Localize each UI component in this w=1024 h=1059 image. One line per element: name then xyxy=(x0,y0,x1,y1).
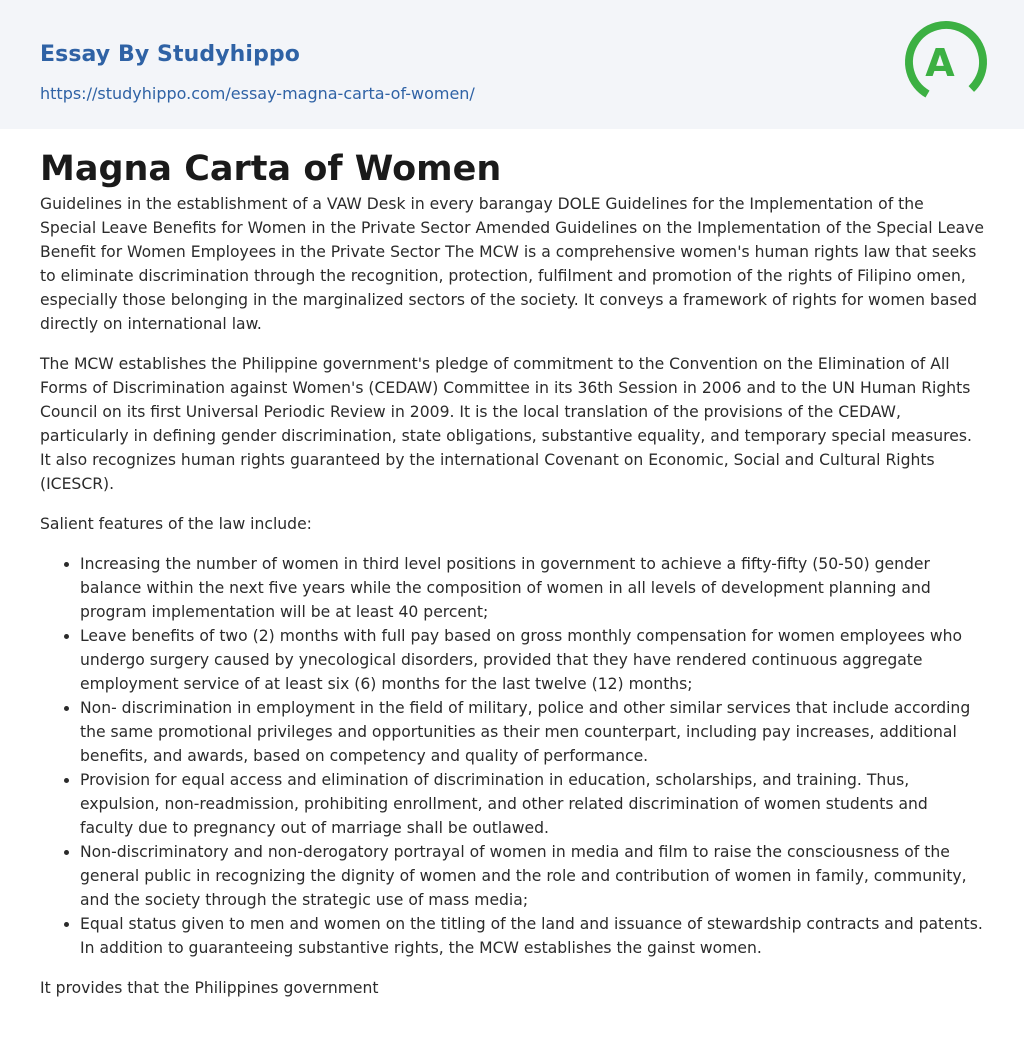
features-list xyxy=(40,552,984,960)
list-item: • Leave benefits of two (2) months with full pay based on gross monthly compensation for women employees who undergo surgery caused by ynecological disorders, provided that they have rendered continuous aggregate employment service of at least six (6) months for the last twelve (12) months; xyxy=(80,624,984,696)
paragraph-features-lead: Salient features of the law include: xyxy=(40,515,312,533)
list-item: • Increasing the number of women in third level positions in government to achieve a fifty-fifty (50-50) gender balance within the next five years while the composition of women in all levels of development planning and program implementation will be at least 40 percent; xyxy=(80,552,984,624)
logo-letter: A xyxy=(925,41,955,85)
article-body xyxy=(0,129,1024,1000)
list-item: • Equal status given to men and women on the titling of the land and issuance of stewardship contracts and patents. In addition to guaranteeing substantive rights, the MCW establishes the gainst women. xyxy=(80,912,984,960)
list-item: • Non-discriminatory and non-derogatory portrayal of women in media and film to raise the consciousness of the general public in recognizing the dignity of women and the role and contribution of women in family, community, and the society through the strategic use of mass media; xyxy=(80,840,984,912)
article-title: Magna Carta of Women xyxy=(40,149,502,189)
site-brand-title[interactable]: Essay By Studyhippo xyxy=(40,42,300,67)
paragraph-closing: It provides that the Philippines government xyxy=(40,979,379,997)
list-item: • Non- discrimination in employment in the field of military, police and other similar services that include according the same promotional privileges and opportunities as their men counterpart, including pay increases, additional benefits, and awards, based on competency and quality of performance. xyxy=(80,696,984,768)
list-item: • Provision for equal access and elimination of discrimination in education, scholarships, and training. Thus, expulsion, non-readmission, prohibiting enrollment, and other related discrimination of women students and faculty due to pregnancy out of marriage shall be outlawed. xyxy=(80,768,984,840)
paragraph-intro: Guidelines in the establishment of a VAW Desk in every barangay DOLE Guidelines for the Implementation of the Special Leave Benefits for Women in the Private Sector Amended Guidelines on the Implementation of the Special Leave Benefit for Women Employees in the Private Sector The MCW is a comprehensive women's human rights law that seeks to eliminate discrimination through the recognition, protection, fulfilment and promotion of the rights of Filipino omen, especially those belonging in the marginalized sectors of the society. It conveys a framework of rights for women based directly on international law. xyxy=(40,195,984,333)
studyhippo-logo-icon[interactable] xyxy=(904,18,988,106)
article-url-link[interactable]: https://studyhippo.com/essay-magna-carta-of-women/ xyxy=(40,84,475,103)
site-header xyxy=(0,0,1024,129)
paragraph-commitment: The MCW establishes the Philippine government's pledge of commitment to the Convention on the Elimination of All Forms of Discrimination against Women's (CEDAW) Committee in its 36th Session in 2006 and to the UN Human Rights Council on its first Universal Periodic Review in 2009. It is the local translation of the provisions of the CEDAW, particularly in defining gender discrimination, state obligations, substantive equality, and temporary special measures. It also recognizes human rights guaranteed by the international Covenant on Economic, Social and Cultural Rights (ICESCR). xyxy=(40,355,972,493)
